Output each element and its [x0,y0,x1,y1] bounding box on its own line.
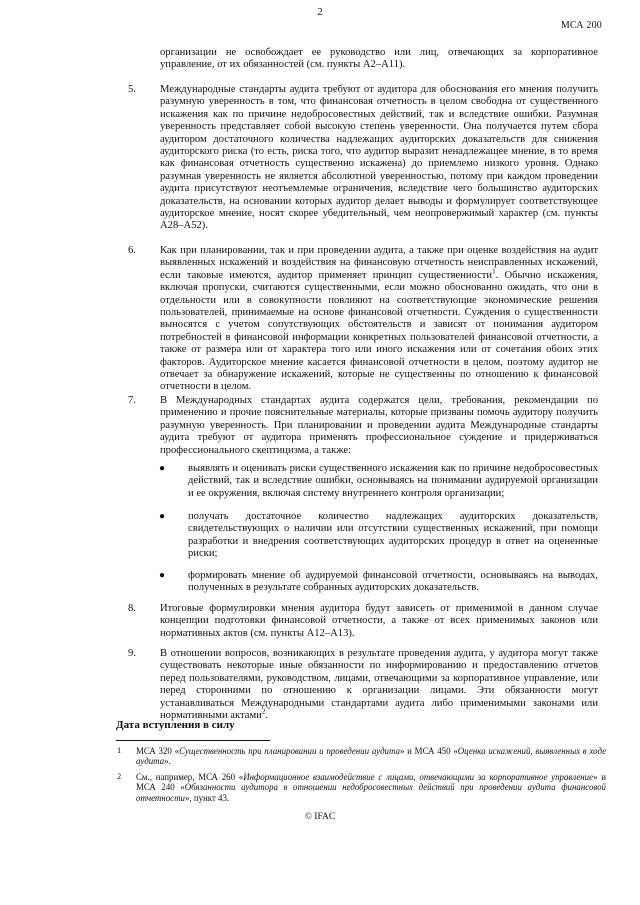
section-heading: Дата вступления в силу [116,719,235,731]
footnote-ref-1: 1 [492,267,496,276]
paragraph-7-number: 7. [128,395,136,406]
footnote-1-title-2: Оценка искажений, выявленных в ходе аудита [136,746,607,767]
footnote-2-title-1: Информационное взаимодействие с лицами, отвечающими за корпоративное управление [243,772,594,782]
footnote-2-part: », пункт 43. [184,792,230,803]
footnote-1-number: 1 [117,746,122,755]
paragraph-5-text: Международные стандарты аудита требуют от аудитора для обоснования его мнения получить разумную уверенность в том, что финансовая отчетность в целом свободна от существенного искажения как по причине недобросовестных действий, так и вследствие ошибки. Разумная уверенность представляет собой высокую степень уверенности. Она получается путем сбора аудитором достаточного количества надлежащих аудиторских доказательств для снижения аудиторского риска (то есть, риска того, что аудитор выразит ненадлежащее мнение, в то время как финансовая отчетность существенно искажена) до приемлемо низкого уровня. Однако разумная уверенность не является абсолютной уверенностью, потому при каждом проведении аудита присутствуют неотъемлемые ограничения, вследствие чего большинство аудиторских доказательств, на основании которых аудитор делает выводы и формулирует соответствующее аудиторское мнение, носят скорее убедительный, чем неопровержимый характер (см. пункты A28–A52). [160,84,598,232]
footnote-2-part: » и МСА 240 « [136,772,606,793]
paragraph-8-text: Итоговые формулировки мнения аудитора будут зависеть от применимой в данном случае концепции подготовки финансовой отчетности, а также от всех применимых законов или нормативных актов (см. пункты A12–A13). [160,603,598,639]
paragraph-5-number: 5. [128,84,136,95]
paragraph-9-text [160,648,598,722]
footnote-2-number: 2 [117,772,122,781]
page-number: 2 [317,7,323,18]
paragraph-9-number: 9. [128,648,136,659]
paragraph-7-bullet-3: формировать мнение об аудируемой финансовой отчетности, основываясь на выводах, полученных в результате собранных аудиторских доказательств. [188,570,598,594]
paragraph-7-bullet-2: получать достаточное количество надлежащих аудиторских доказательств, свидетельствующих о наличии или отсутствии существенных искажений, при помощи разработки и внедрения соответствующих аудиторских процедур в ответ на оцененные риски; [188,511,598,560]
footnote-1-part: » и МСА 450 « [399,746,458,756]
continuation-text: организации не освобождает ее руководство или лиц, отвечающих за корпоративное управление, от их обязанностей (см. пункты A2–A11). [160,47,598,71]
footnote-1-part: МСА 320 « [136,746,180,756]
footnote-ref-2: 2 [261,707,266,716]
copyright-footer: © IFAC [304,812,336,822]
paragraph-6-text-start: Как при планировании, так и при проведении аудита, а также при оценке воздействия на аудит выявленных искажений и воздействия на финансовую отчетность неисправленных искажений, если таковые имеются, аудитор применяет принцип существенности [160,245,598,281]
paragraph-7-text: В Международных стандартах аудита содержатся цели, требования, рекомендации по применению и прочие пояснительные материалы, которые призваны помочь аудитору получить разумную уверенность. При планировании и проведении аудита Международные стандарты аудита требуют от аудитора применять профессиональное суждение и придерживаться профессионального скептицизма, а также: [160,395,598,456]
footnote-divider [116,740,270,741]
paragraph-9-text-end: . [265,710,268,722]
footnote-2-part: См., например, МСА 260 « [136,772,244,782]
paragraph-9-text-start: В отношении вопросов, возникающих в результате проведения аудита, у аудитора могут также существовать некоторые иные обязанности по информированию и предоставлению отчетов перед пользователями, руководством, лицами, отвечающими за корпоративное управление, или перед сторонними по отношению к организации лицами. Эти обязанности могут устанавливаться Международными стандартами аудита либо применимыми законами или нормативными актами [160,648,598,722]
bullet-icon: ● [159,463,166,474]
paragraph-8-number: 8. [128,603,136,614]
footnote-2-text [136,772,606,803]
footnote-1-title-1: Существенность при планировании и проведении аудита [179,746,400,756]
footnote-1-text [136,746,606,767]
bullet-icon: ● [159,511,166,522]
paragraph-6-text [160,245,598,394]
footnote-2-title-2: Обязанности аудитора в отношении недобросовестных действий при проведении аудита финансовой отчетности [136,782,606,803]
paragraph-7-bullet-1: выявлять и оценивать риски существенного искажения как по причине недобросовестных действий, так и вследствие ошибки, основываясь на понимании аудируемой организации и ее окружения, включая систему внутреннего контроля организации; [188,463,598,499]
paragraph-6-text-end: . Обычно искажения, включая пропуски, считаются существенными, если можно обоснованно ожидать, что они в отдельности или в совокупности повлияют на соответствующие экономические решения пользователей, принимаемые на основе финансовой отчетности. Суждения о существенности выносятся с учетом сопутствующих обстоятельств и зависят от понимания аудитором потребностей в финансовой информации конкретных пользователей финансовой отчетности, а также от размера или от характера того или иного искажения или от сочетания обоих этих факторов. Аудиторское мнение касается финансовой отчетности в целом, поэтому аудитор не отвечает за обнаружение искажений, которые не существенны по отношению к финансовой отчетности в целом. [160,269,598,393]
document-code: МСА 200 [560,20,602,31]
bullet-icon: ● [159,570,166,581]
paragraph-6-number: 6. [128,245,136,256]
footnote-1-part: ». [164,756,171,767]
